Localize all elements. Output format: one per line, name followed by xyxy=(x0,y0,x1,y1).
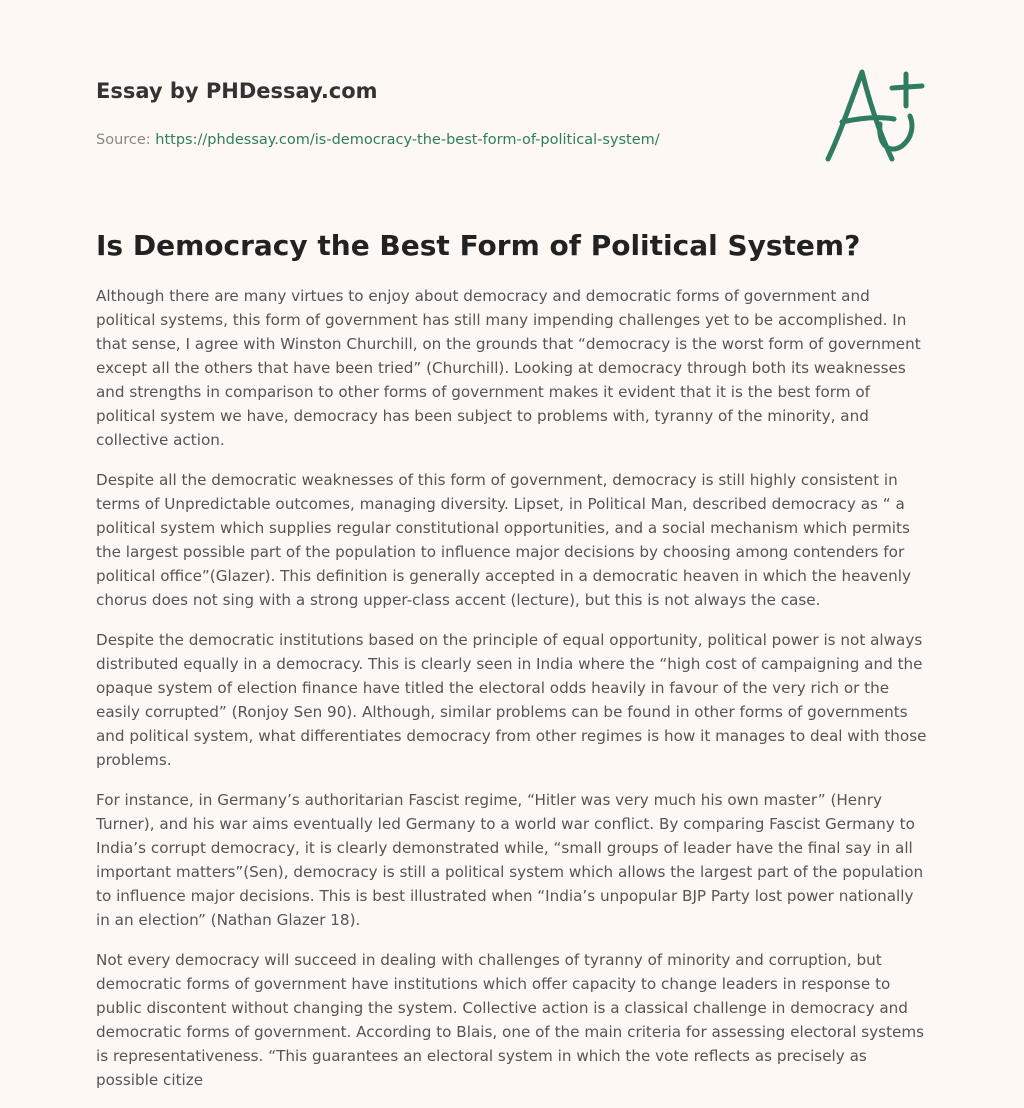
source-label: Source: xyxy=(96,132,151,148)
essay-paragraph: For instance, in Germany’s authoritarian Fascist regime, “Hitler was very much his own master” (Henry Turner), and his war aims eventually led Germany to a world war conflict. By comparing Fascist Germany to India’s corrupt democracy, it is clearly demonstrated while, “small groups of leader have the final say in all important matters”(Sen), democracy is still a political system which allows the largest part of the population to influence major decisions. This is best illustrated when “India’s unpopular BJP Party lost power nationally in an election” (Nathan Glazer 18). xyxy=(96,791,924,929)
essay-paragraph: Despite all the democratic weaknesses of this form of government, democracy is still highly consistent in terms of Unpredictable outcomes, managing diversity. Lipset, in Political Man, described democracy as “ a political system which supplies regular constitutional opportunities, and a social mechanism which permits the largest possible part of the population to influence major decisions by choosing among contenders for political office”(Glazer). This definition is generally accepted in a democratic heaven in which the heavenly chorus does not sing with a strong upper-class accent (lecture), but this is not always the case. xyxy=(96,471,911,609)
essay-paragraph: Not every democracy will succeed in dealing with challenges of tyranny of minority and corruption, but democratic forms of government have institutions which offer capacity to change leaders in response to public discontent without changing the system. Collective action is a classical challenge in democracy and democratic forms of government. According to Blais, one of the main criteria for assessing electoral systems is representativeness. “This guarantees an electoral system in which the vote reflects as precisely as possible citize xyxy=(96,951,925,1089)
essay-paragraph: Despite the democratic institutions based on the principle of equal opportunity, political power is not always distributed equally in a democracy. This is clearly seen in India where the “high cost of campaigning and the opaque system of election finance have titled the electoral odds heavily in favour of the very rich or the easily corrupted” (Ronjoy Sen 90). Although, similar problems can be found in other forms of governments and political system, what differentiates democracy from other regimes is how it manages to deal with those problems. xyxy=(96,631,927,769)
essay-paragraph: Although there are many virtues to enjoy about democracy and democratic forms of government and political systems, this form of government has still many impending challenges yet to be accomplished. In that sense, I agree with Winston Churchill, on the grounds that “democracy is the worst form of government except all the others that have been tried” (Churchill). Looking at democracy through both its weaknesses and strengths in comparison to other forms of government makes it evident that it is the best form of political system we have, democracy has been subject to problems with, tyranny of the minority, and collective action. xyxy=(96,287,921,449)
a-plus-grade-icon xyxy=(820,64,930,164)
essay-title: Is Democracy the Best Form of Political System? xyxy=(96,229,861,262)
source-line xyxy=(96,130,736,150)
site-brand: Essay by PHDessay.com xyxy=(96,79,378,103)
essay-header xyxy=(96,78,736,150)
source-link[interactable]: https://phdessay.com/is-democracy-the-best-form-of-political-system/ xyxy=(155,132,660,148)
essay-body xyxy=(96,284,932,1108)
